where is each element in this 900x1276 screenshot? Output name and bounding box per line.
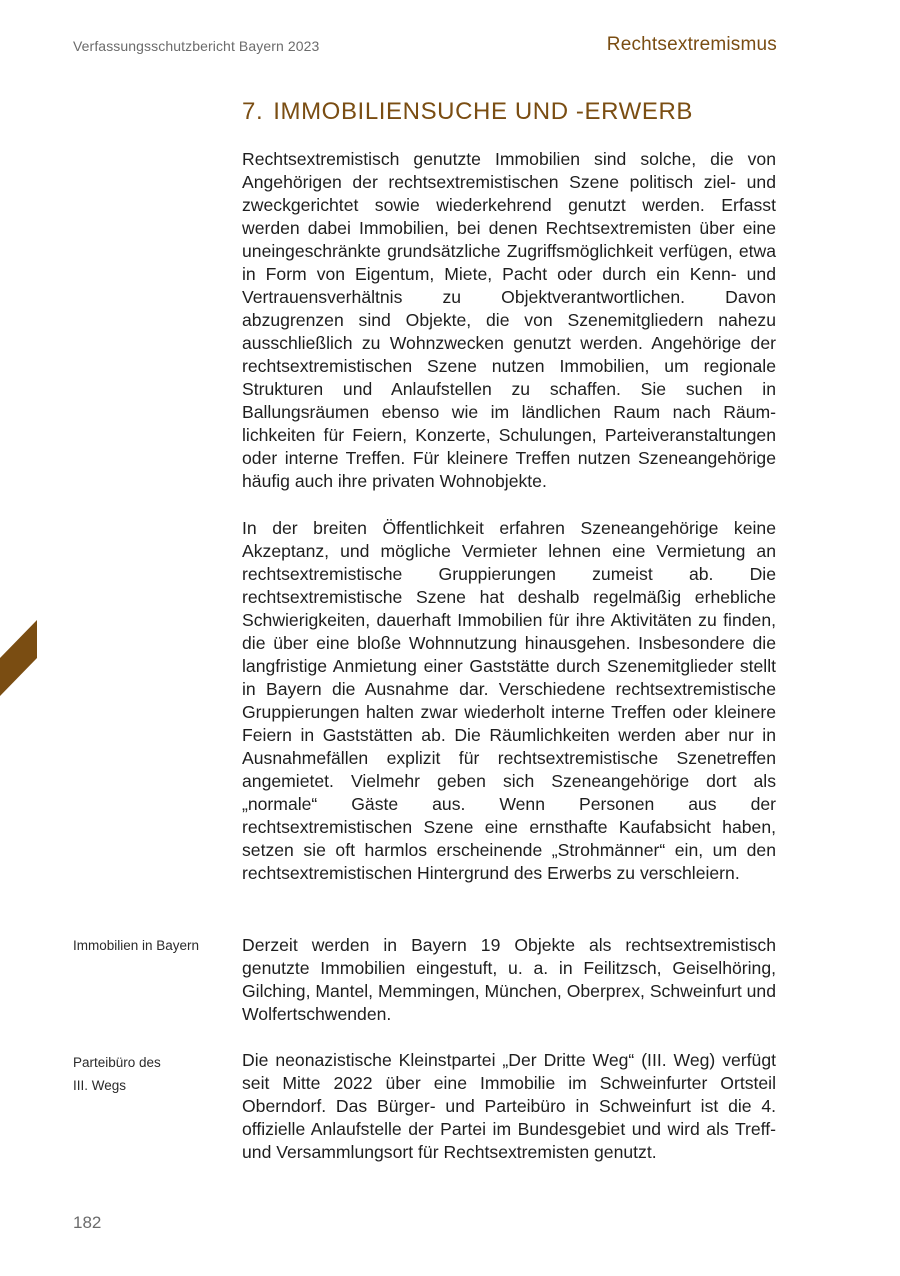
margin-note-immobilien: Immobilien in Bayern [73, 938, 200, 953]
chapter-title [242, 98, 693, 126]
running-header-right: Rechtsextremismus [606, 34, 777, 55]
paragraph-definition: Rechtsextremistisch genutzte Immobilien sind solche, die von Angehörigen der rechtsextremistischen Szene politisch ziel- und zweckgerichtet sowie wiederkehrend genutzt werden. Erfasst werden dabei Immobilien, bei denen Rechtsextremisten über eine uneingeschränkte grundsätzliche Zugriffsmöglichkeit verfügen, etwa in Form von Eigentum, Miete, Pacht oder durch ein Kenn- und Vertrauensverhältnis zu Objektverantwortlichen. Davon abzugrenzen sind Objekte, die von Szenemitgliedern nahezu ausschließlich zu Wohnzwecken genutzt werden. Angehörige der rechtsextremistischen Szene nutzen Immobilien, um regionale Strukturen und Anlaufstellen zu schaffen. Sie suchen in Ballungsräumen ebenso wie im ländlichen Raum nach Räumlichkeiten für Feiern, Konzerte, Schulungen, Parteiveranstaltungen oder interne Treffen. Für kleinere Treffen nutzen Szeneangehörige häufig auch ihre privaten Wohnobjekte. [242, 149, 776, 491]
paragraph-acceptance: In der breiten Öffentlichkeit erfahren Szeneangehörige keine Akzeptanz, und mögliche Vermieter lehnen eine Vermietung an rechtsextremistische Gruppierungen zumeist ab. Die rechtsextremistische Szene hat deshalb regelmäßig erhebliche Schwierigkeiten, dauerhaft Immobilien für ihre Aktivitäten zu finden, die über eine bloße Wohnnutzung hinausgehen. Insbesondere die langfristige Anmietung einer Gaststätte durch Szenemitglieder stellt in Bayern die Ausnahme dar. Verschiedene rechtsextremistische Gruppierungen halten zwar wiederholt interne Treffen oder kleinere Feiern in Gaststätten ab. Die Räumlichkeiten werden aber nur in Ausnahmefällen explizit für rechtsextremistische Szenetreffen angemietet. Vielmehr geben sich Szeneangehörige dort als „normale“ Gäste aus. Wenn Personen aus der rechtsextremistischen Szene eine ernsthafte Kaufabsicht haben, setzen sie oft harmlos erscheinende „Strohmänner“ ein, um den rechtsextremistischen Hintergrund des Erwerbs zu verschleiern. [242, 518, 776, 883]
chapter-title-text: IMMOBILIENSUCHE UND -ERWERB [273, 98, 694, 125]
paragraph-immobilien-bayern: Derzeit werden in Bayern 19 Objekte als rechtsextremistisch genutzte Immobilien eingestuft, u. a. in Feilitzsch, Geiselhöring, Gilching, Mantel, Memmingen, München, Oberprex, Schweinfurt und Wolfertschwenden. [242, 935, 776, 1024]
page-number: 182 [73, 1213, 102, 1232]
margin-note-parteibuero-line1: Parteibüro des [73, 1055, 161, 1070]
paragraph-parteibuero: Die neonazistische Kleinstpartei „Der Dritte Weg“ (III. Weg) verfügt seit Mitte 2022 über eine Immobilie im Schweinfurter Ortsteil Oberndorf. Das Bürger- und Parteibüro in Schweinfurt ist die 4. offizielle Anlaufstelle der Partei im Bundesgebiet und wird als Treff- und Versammlungsort für Rechtsextremisten genutzt. [242, 1050, 776, 1162]
margin-note-parteibuero-line2: III. Wegs [73, 1078, 127, 1093]
chapter-number: 7. [242, 98, 264, 125]
margin-note-parteibuero [73, 1051, 233, 1097]
chapter-thumb-tab [0, 620, 37, 696]
running-header-left: Verfassungsschutzbericht Bayern 2023 [73, 38, 320, 54]
